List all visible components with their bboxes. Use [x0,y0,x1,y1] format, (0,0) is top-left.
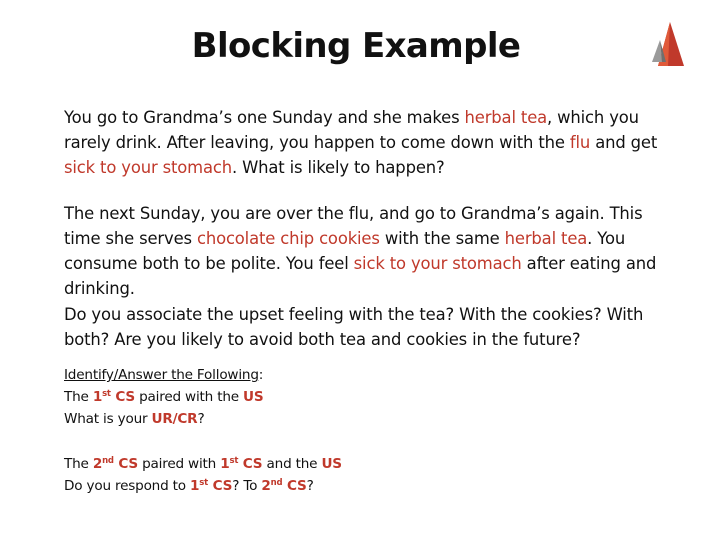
highlight-flu: flu [569,133,591,152]
highlight-herbal-tea: herbal tea [464,108,548,127]
red-triangle-logo-icon [648,20,688,68]
identify-heading: Identify/Answer the Following: [64,367,264,383]
identify-section [64,364,624,430]
identify-line-respond: Do you respond to 1st CS? To 2nd CS? [64,478,314,494]
highlight-chocolate-chip-cookies: chocolate chip cookies [196,229,380,248]
paragraph-next-sunday: The next Sunday, you are over the flu, and go to Grandma’s again. This time she serves chocolate chip cookies with the same herbal tea. You consume both to be polite. You feel sick to your stomach after eating and drinking. [64,204,657,298]
identify-line-second-cs: The 2nd CS paired with 1st CS and the US [64,456,342,472]
identify-line-urcr: What is your UR/CR? [64,411,205,427]
paragraph-first-sunday: You go to Grandma’s one Sunday and she makes herbal tea, which you rarely drink. After leaving, you happen to come down with the flu and get sick to your stomach. What is likely to happen? [64,108,658,177]
highlight-herbal-tea: herbal tea [504,229,588,248]
paragraph-questions: Do you associate the upset feeling with the tea? With the cookies? With both? Are you likely to avoid both tea and cookies in the future? [64,305,644,349]
highlight-sick-stomach: sick to your stomach [64,158,232,177]
identify-line-first-cs: The 1st CS paired with the US [64,389,264,405]
identify-section-second [64,453,624,497]
highlight-sick-stomach: sick to your stomach [353,254,522,273]
page-title: Blocking Example [191,26,521,66]
